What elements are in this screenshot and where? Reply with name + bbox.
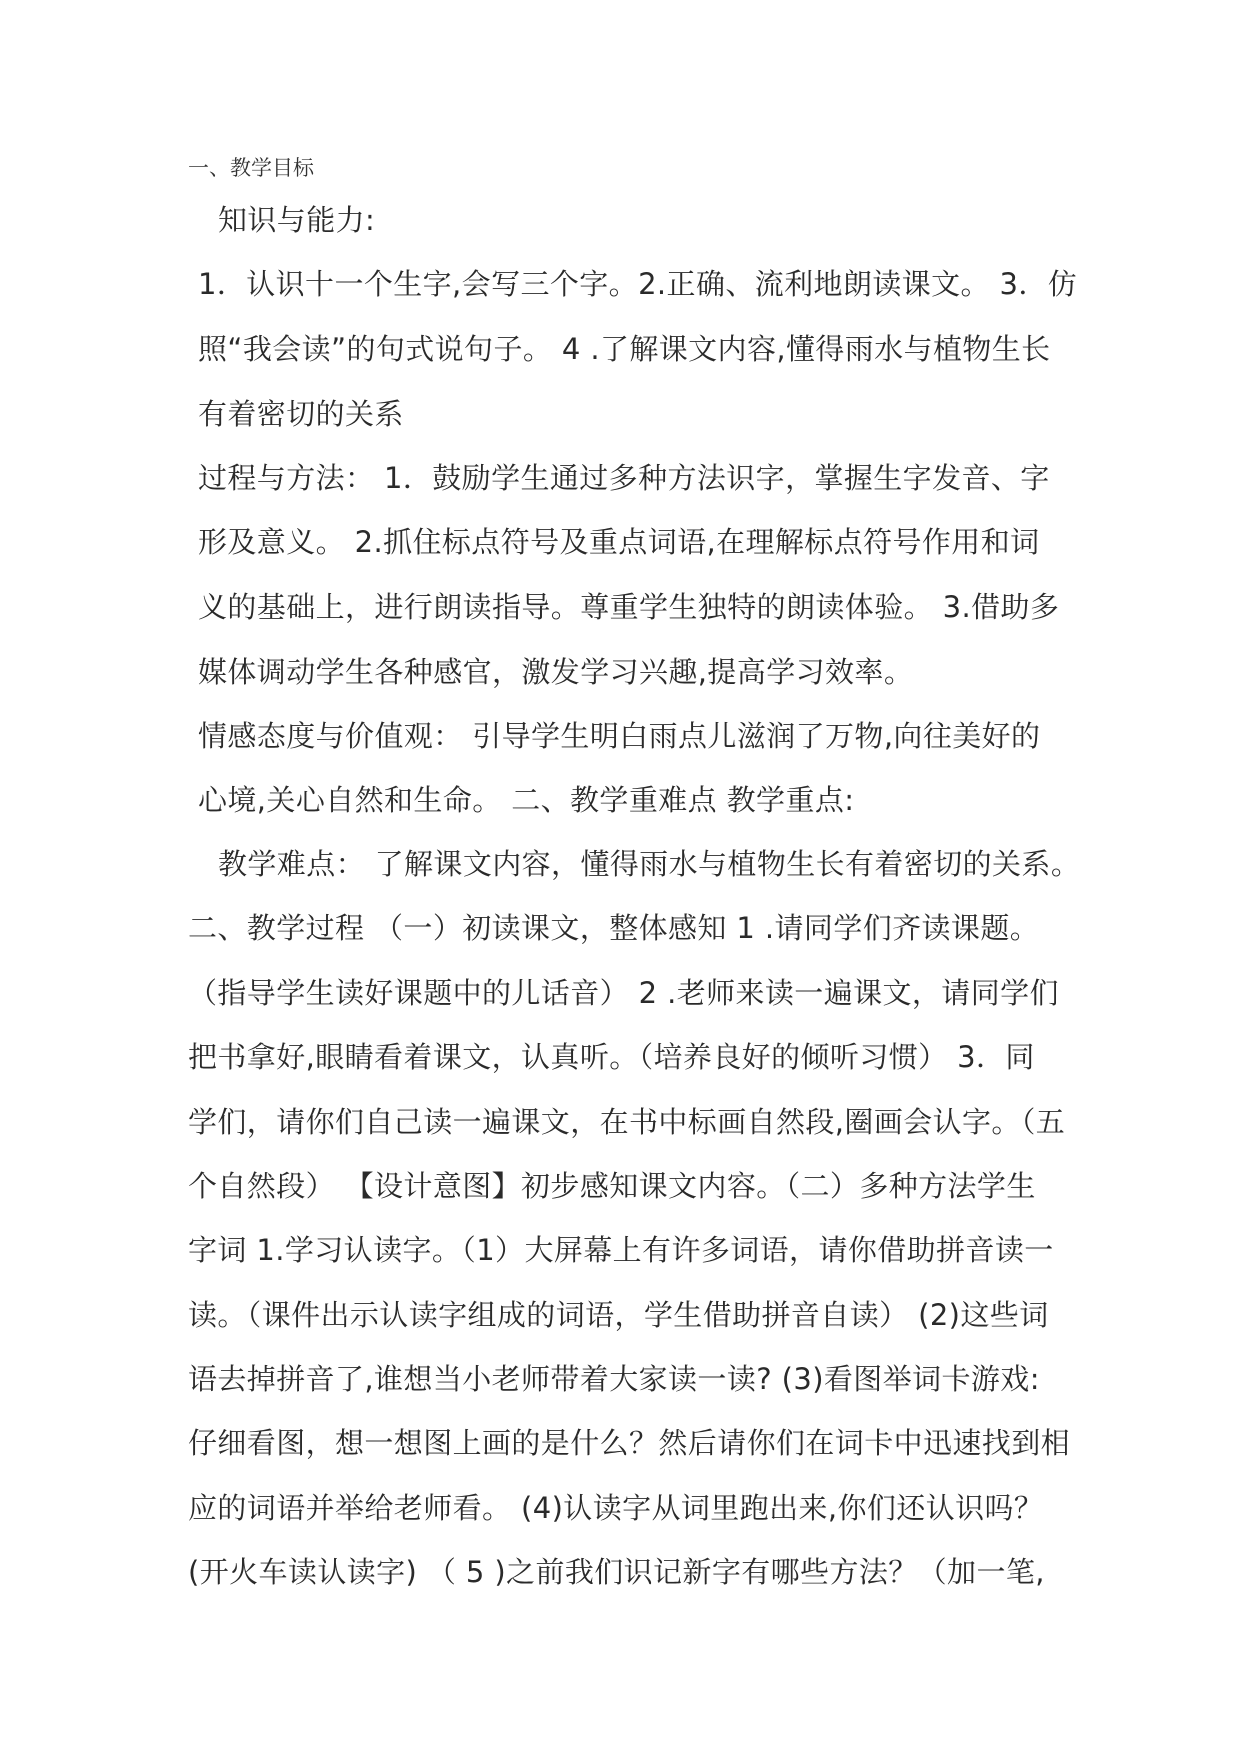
text-line: 二、教学过程 （一）初读课文，整体感知 1 .请同学们齐读课题。 — [188, 911, 1040, 945]
text-line: 学们，请你们自己读一遍课文，在书中标画自然段,圈画会认字。（五 — [188, 1105, 1066, 1139]
text-line: 义的基础上，进行朗读指导。尊重学生独特的朗读体验。 3.借助多 — [198, 590, 1060, 624]
text-line: 心境,关心自然和生命。 二、教学重难点 教学重点: — [198, 783, 855, 817]
text-line: 过程与方法： 1．鼓励学生通过多种方法识字，掌握生字发音、字 — [198, 461, 1050, 495]
text-line: 字词 1.学习认读字。（1）大屏幕上有许多词语，请你借助拼音读一 — [188, 1233, 1054, 1267]
text-line: 把书拿好,眼睛看着课文，认真听。（培养良好的倾听习惯） 3．同 — [188, 1040, 1035, 1074]
text-line: 个自然段） 【设计意图】初步感知课文内容。（二）多种方法学生 — [188, 1169, 1036, 1203]
text-line: 1．认识十一个生字,会写三个字。2.正确、流利地朗读课文。 3．仿 — [198, 267, 1078, 301]
text-line: 语去掉拼音了,谁想当小老师带着大家读一读? (3)看图举词卡游戏: — [188, 1362, 1040, 1396]
text-line: （指导学生读好课题中的儿话音） 2 .老师来读一遍课文，请同学们 — [188, 976, 1059, 1010]
text-line: 媒体调动学生各种感官，激发学习兴趣,提高学习效率。 — [198, 655, 914, 689]
text-line: 知识与能力: — [218, 203, 376, 237]
section-heading: 一、教学目标 — [188, 156, 314, 180]
text-line: 情感态度与价值观： 引导学生明白雨点儿滋润了万物,向往美好的 — [198, 719, 1041, 753]
text-line: 应的词语并举给老师看。 (4)认读字从词里跑出来,你们还认识吗？ — [188, 1491, 1044, 1525]
text-line: 照“我会读”的句式说句子。 4 .了解课文内容,懂得雨水与植物生长 — [198, 332, 1051, 366]
text-line: 教学难点： 了解课文内容，懂得雨水与植物生长有着密切的关系。 — [218, 847, 1081, 881]
text-line: 仔细看图，想一想图上画的是什么？然后请你们在词卡中迅速找到相 — [188, 1426, 1071, 1460]
text-line: 形及意义。 2.抓住标点符号及重点词语,在理解标点符号作用和词 — [198, 525, 1040, 559]
text-line: 有着密切的关系 — [198, 397, 404, 431]
text-line: (开火车读认读字) （ 5 )之前我们识记新字有哪些方法？（加一笔, — [188, 1555, 1045, 1589]
text-line: 读。（课件出示认读字组成的词语，学生借助拼音自读） (2)这些词 — [188, 1298, 1049, 1332]
